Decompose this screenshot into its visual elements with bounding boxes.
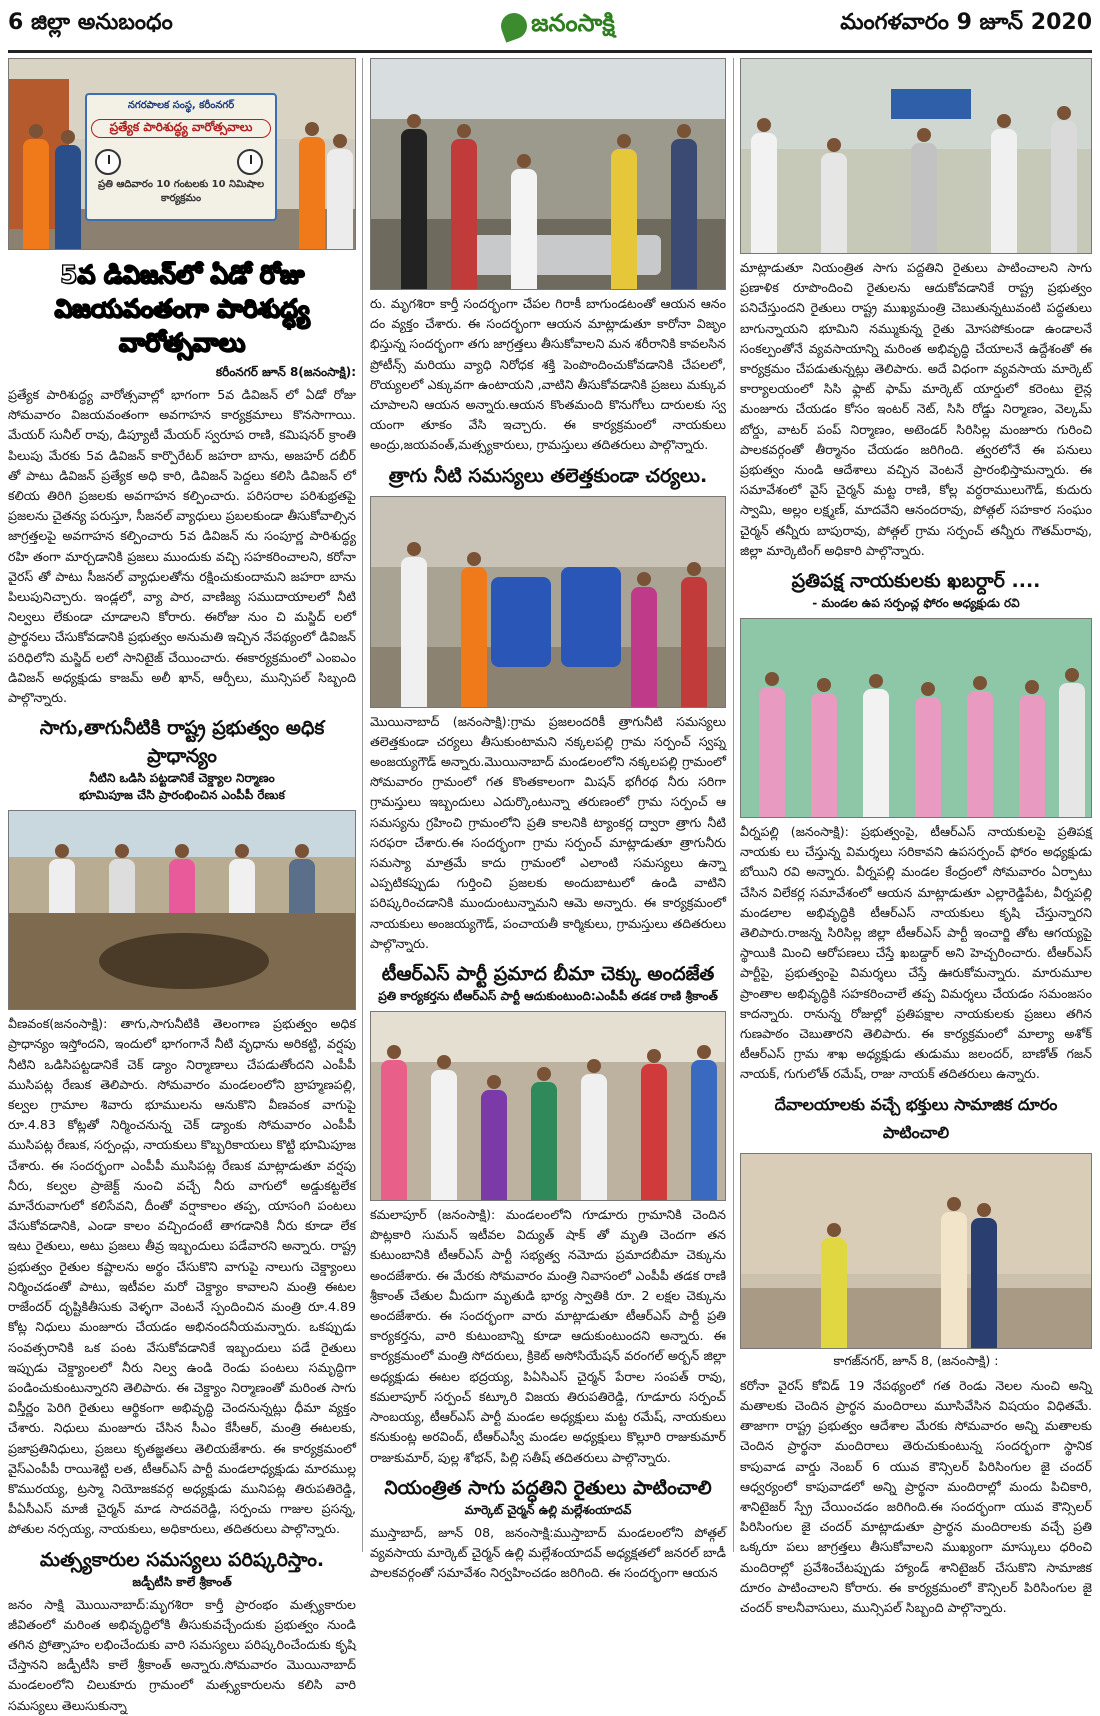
article-body: జనం సాక్షి మొయినాబాద్:మృగశిరా కార్తీ ప్రారంభం మత్స్యకారుల జీవితంలో మరింత అభివృద్ధిలోకి తీసుకువచ్చేందుకు ప్రభుత్వం నుండి తగిన ప్రోత్సాహం లభించేందుకు వారి సమస్యలు పరిష్కరించేందుకు కృషి చేస్తానని జడ్పీటీసి కాలే శ్రీకాంత్ అన్నారు.సోమవారం మొయినాబాద్ మండలంలోని చిలుకూరు గ్రామంలో మత్స్యకారులను కలిసి వారి సమస్యలు తెలుసుకున్నా (8, 1596, 356, 1713)
article-body: రు. మృగశిరా కార్తీ సందర్భంగా చేపల గిరాకీ బాగుండటంతో ఆయన ఆనం దం వ్యక్తం చేశారు. ఈ సందర్భంగా ఆయన మాట్లాడుతూ కారోనా విజృం భిస్తున్న సందర్భంగా తగు జాగ్రత్తలు తీసుకోవాలని మన శరీరానికి కావలసిన ప్రోటీన్స్ మరియు వ్యాధి నిరోధక శక్తి పెంపొందించుకోవడానికి చేపలలో, రొయ్యలలో ఎక్కువగా ఉంటాయని ,వాటిని తీసుకోవడానికి ప్రజలు మక్కువ చూపాలని ఆయన అన్నారు.ఆయన కొంతమంది కొనుగోలు దారులకు స్వ యంగా తూకం వేసి ఇచ్చారు. ఈ కార్యక్రమంలో నాయకులు అంద్రు,జయవంత్,మత్స్యకారులు, గ్రామస్తులు తదితరులు పాల్గొన్నారు. (370, 296, 726, 453)
column-divider (733, 58, 734, 1552)
article-body: ప్రత్యేక పారిశుద్ధ్య వారోత్సవాల్లో భాగంగా 5వ డివిజన్ లో ఏడో రోజు సోమవారం విజయవంతంగా అవగాహన కార్యక్రమాలు కొనసాగాయి. మేయర్ సునీల్ రావు, డిప్యూటీ మేయర్ స్వరూప రాణి, కమిషనర్ క్రాంతి పిలుపు మేరకు 5వ డివిజన్ కార్పొరేటర్ జహరా బాను, అజహర్ దబీర్ తో పాటు డివిజన్ ప్రత్యేక అధి కారి, డివిజన్ పెద్దలు కలిసి డివిజన్ లో కలియ తిరిగి ప్రజలకు అవగాహన కల్పించారు. పరిసరాల పరిశుభ్రతపై ప్రజలను చైతన్య పరుస్తూ, సీజనల్ వ్యాధులు ప్రబలకుండా తీసుకోవాల్సిన జాగ్రత్తలపై అవగాహన కల్పించారు 5వ డివిజన్ ను సంపూర్ణ పారిశుద్ధ్య రహి తంగా మార్చడానికి ప్రజలు ముందుకు వచ్చి సహకరించాలని, కరోనా వైరస్ తో పాటు సీజనల్ వ్యాధులతోను రక్షించుకుందామని జహరా బాను పిలుపునిచ్చారు. ఇండ్లలో, వ్యా పార, వాణిజ్య సముదాయాలలో నీటి నిల్వలు లేకుండా చూడాలని కోరారు. ఈరోజు నుం చి మస్జిద్ లలో ప్రార్థనలు చేసుకోవడానికి ప్రభుత్వం అనుమతి ఇచ్చిన నేపథ్యంలో డివిజన్ పరిధిలోని మస్జిద్ లలో సానిటైజ్ చేయించారు. ఈకార్యక్రమంలో ఎంఐఎం డివిజన్ అధ్యక్షుడు కాజమ్ అలీ ఖాన్, ఆర్పీలు, మున్సిపల్ సిబ్బంది పాల్గొన్నారు. (8, 387, 356, 706)
dateline: కరీంనగర్ జూన్ 8(జనంసాక్షి): (215, 365, 356, 379)
article-body: వీర్నపల్లి (జనంసాక్షి): ప్రభుత్వంపై, టీఆర్ఎస్ నాయకులపై ప్రతిపక్ష నాయకు లు చేస్తున్న విమర్శలు సరికావని ఉపసర్పంచ్ ఫోరం అధ్యక్షుడు బోయిని రవి అన్నారు. వీర్నపల్లి మండల కేంద్రంలో సోమవారం ఏర్పాటు చేసిన విలేకర్ల సమావేశంలో ఆయన మాట్లాడుతూ ఎల్లారెడ్డిపేట, వీర్నపల్లి మండలాల అభివృద్ధికి టీఆర్ఎస్ నాయకులు కృషి చేస్తున్నారని తెలిపారు.రాజన్న సిరిసిల్ల జిల్లా టీఆర్ఎస్ పార్టీ ఇంచార్జి తోట ఆగయ్యపై స్థాయికి మించి ఆరోపణలు చేస్తే ఖబడ్దార్ అని హెచ్చరించారు. టీఆర్ఎస్ పార్టీపై, ప్రభుత్వంపై విమర్శలు చేస్తే ఊరుకోమన్నారు. మారుమూల ప్రాంతాల అభివృద్ధికి సహకరించాలే తప్ప విమర్శలు చేయడం సమంజసం కాదన్నారు. రానున్న రోజుల్లో ప్రతిపక్షాల నాయకులకు ప్రజలు తగిన గుణపాఠం చెబుతారని తెలిపారు. ఈ కార్యక్రమంలో మాల్యా అశోక్ టీఆర్ఎస్ గ్రామ శాఖ అధ్యక్షుడు తుడుము జలందర్, బాణోత్ గజన్ నాయక్, గుగులోత్ రమేష్, రాజు నాయక్ తదితరులు ఉన్నారు. (740, 824, 1092, 1082)
article-body: కమలాపూర్ (జనంసాక్షి): మండలంలోని గూడూరు గ్రామానికి చెందిన పొట్లకారి సుమన్ ఇటీవల విద్యుత్ షాక్ తో మృతి చెందగా తన కుటుంబానికి టీఆర్ఎస్ పార్టీ సభ్యత్వ నమోదు ప్రమాదబీమా చెక్కును అందజేశారు. ఈ మేరకు సోమవారం మంత్రి నివాసంలో ఎంపీపీ తడక రాణి శ్రీకాంత్ చేతుల మీదుగా మృతుడి భార్య స్వాతికి రూ. 2 లక్షల చెక్కును అందజేశారు. ఈ సందర్భంగా వారు మాట్లాడుతూ టీఆర్ఎస్ పార్టీ ప్రతి కార్యకర్తను, వారి కుటుంబాన్ని కూడా ఆదుకుంటుందని అన్నారు. ఈ కార్యక్రమంలో మంత్రి సోదరులు, క్రికెట్ అసోసియేషన్ వరంగల్ అర్బన్ జిల్లా అధ్యక్షుడు ఈటల భద్రయ్య, పిఏసిఎస్ చైర్మన్ పేరాల సంపత్ రావు, కమలాపూర్ సర్పంచ్ కట్కూరి విజయ తిరుపతిరెడ్డి, గూడూరు సర్పంచ్ సాంబయ్య, టీఆర్ఎస్ పార్టీ మండల అధ్యక్షులు మట్ట రమేష్, నాయకులు కనుకుంట్ల అరవింద్, టీఆర్ఎస్వీ మండల అధ్యక్షులు కొల్లూరి రాజుకుమార్ రాజుకుమార్, పుల్ల శోభన్, పిల్లి సతీష్ తదితరులు పాల్గొన్నారు. (370, 1207, 726, 1465)
news-photo-sanitation-rally (8, 58, 356, 250)
article-body: కరోనా వైరస్ కోవిడ్ 19 నేపథ్యంలో గత రెండు నెలల నుంచి అన్ని మతాలకు చెందిన ప్రార్థన మందిరాలు మూసివేసిన విషయం విధితమే. తాజాగా రాష్ట్ర ప్రభుత్వం ఆదేశాల మేరకు సోమవారం అన్ని మతాలకు చెందిన ప్రార్థనా మందిరాలు తెరుచుకుంటున్న సందర్భంగా స్థానిక కాపువాడ వార్డు నెంబర్ 6 యువ కౌన్సిలర్ పిరిసింగుల జై చందర్ ఆధ్వర్యంలో కాపువాడలో అన్ని ప్రార్థనా మందిరాల్లో మందు పిచికారి, శానిటైజర్ స్ప్రే చేయించడం జరిగింది.ఈ సందర్భంగా యువ కౌన్సిలర్ పిరిసింగుల జై చందర్ మాట్లాడుతూ ప్రార్థన మందిరాలకు వచ్చే ప్రతి ఒక్కరూ పలు జాగ్రత్తలు తీసుకోవాలని ముఖ్యంగా మాస్కులు ధరించి మందిరాల్లో ప్రవేశించేటప్పుడు హ్యాండ్ శానిటైజర్ చేసుకొని సామాజిక దూరం పాటించాలని కోరారు. ఈ కార్యక్రమంలో కౌన్సిలర్ పిరిసింగుల జై చందర్ కాలనీవాసులు, మున్సిపల్ సిబ్బంది పాల్గొన్నారు. (740, 1377, 1092, 1615)
article-body: మొయినాబాద్ (జనంసాక్షి):గ్రామ ప్రజలందరికీ త్రాగునీటి సమస్యలు తలెత్తకుండా చర్యలు తీసుకుంటామని నక్కలపల్లి గ్రామ సర్పంచ్ స్వప్న అంజయ్యగౌడ్ అన్నారు.మొయినాబాద్ మండలంలోని నక్కలపల్లి గ్రామంలో సోమవారం గ్రామంలో గత కొంతకాలంగా మిషన్ భగీరథ నీరు సరిగా గ్రామస్తులు ఇబ్బందులు ఎదుర్కొంటున్నా తరుణంలో గ్రామ సర్పంచ్ ఆ సమస్యను గ్రహించి గ్రామంలోని ప్రతి కాలనికి ట్యాంకర్ల ద్వారా త్రాగు నీటి సరఫరా చేశారు.ఈ సందర్భంగా గ్రామ సర్పంచ్ మాట్లాడుతూ త్రాగునీరు సమస్యా మాత్రమే కాదు గ్రామంలో ఎలాంటి సమస్యలు ఉన్నా ఎప్పటికప్పుడు గుర్తించి ప్రజలకు అందుబాటులో ఉండి వాటిని పరిష్కరించడానికి ముందుంటున్నామని ఆమె అన్నారు. ఈ కార్యక్రమంలో నాయకులు అంజయ్యగౌడ్, పంచాయతీ కార్మికులు, గ్రామస్తులు తదితరులు పాల్గొన్నారు. (370, 713, 726, 951)
headline: టీఆర్ఎస్ పార్టీ ప్రమాద బీమా చెక్కు అందజేత (381, 963, 715, 986)
clock-icon (95, 149, 121, 175)
banner-text: నగరపాలక సంస్థ, కరీంనగర్ (127, 100, 235, 111)
event-banner (85, 93, 277, 221)
column-right (740, 58, 1092, 1618)
newspaper-logo (488, 6, 628, 46)
page-section-label: 6 జిల్లా అనుబంధం (8, 10, 173, 35)
dateline: కాగజ్‌నగర్, జూన్ 8, (జనంసాక్షి) : (833, 1352, 999, 1368)
leaf-icon (497, 9, 530, 42)
subheadline: ప్రతి కార్యకర్తను టీఆర్ఎస్ పార్టీ ఆదుకుంటుంది:ఎంపీపీ తడక రాణి శ్రీకాంత్ (378, 989, 718, 1004)
news-photo-water-tanker (370, 496, 726, 708)
banner-text: ప్రతి ఆదివారం 10 గంటలకు 10 నిమిషాల కార్యక్రమం (97, 179, 265, 204)
article-body: వీణవంక(జనంసాక్షి): తాగు,సాగునీటికి తెలంగాణ ప్రభుత్వం అధిక ప్రాధాన్యం ఇస్తోందని, ఇందులో భాగంగానే నీటి వృధాను అరికట్టి, వర్షపు నీటిని ఒడిసిపట్టడానికే చెక్ డ్యాం నిర్మాణాలు చేపడుతోందని ఎంపీపీ ముసిపట్ల రేణుక తెలిపారు. సోమవారం మండలంలోని బ్రాహ్మణపల్లి, కల్వల గ్రామాల శివారు భూములను ఆనుకొని వీణవంక వాగుపై రూ.4.83 కోట్లతో నిర్మించనున్న చెక్ డ్యాంకు సోమవారం ఎంపీపీ ముసిపట్ల రేణుక, సర్పంచ్లు, నాయకులు కొబ్బరికాయలు కొట్టి భూమిపూజ చేశారు. ఈ సందర్భంగా ఎంపీపీ ముసిపట్ల రేణుక మాట్లాడుతూ వర్షపు నీరు, కల్వల ప్రాజెక్ట్ నుంచి వచ్చే నీరు వాగులో అడ్డుకట్టలేక మానేరువాగులో కలిసేవని, దీంతో వర్షాకాలం తప్ప, యాసంగి పంటలు వేసుకోవడానికి, ఎండా కాలం వచ్చిందంటే తాగడానికి నీరు కూడా లేక ఇటు రైతులు, అటు ప్రజలు తీవ్ర ఇబ్బందులు పడేవారని అన్నారు. రాష్ట్ర ప్రభుత్వం రైతుల కష్టాలను అర్థం చేసుకొని వాగుపై నాలుగు చెక్డ్యాంలు నిర్మించడంతో పాటు, ఇటీవల మరో చెక్డ్యాం కావాలని మంత్రి ఈటల రాజేందర్ దృష్టికితీసుకు వెళ్ళగా వెంటనే స్పందించిన మంత్రి రూ.4.89 కోట్ల నిధులు మంజూరు చేయడం అభినందనీయమన్నారు. ఒకప్పుడు సంవత్సరానికి ఒక పంట వేసుకోవడానికే ఇబ్బందులు పడే రైతులు ఇప్పుడు చెక్డ్యాంలలో నీరు నిల్వ ఉండి రెండు పంటలు సమృద్ధిగా పండించుకుంటున్నారని తెలిపారు. ఈ చెక్డ్యాం నిర్మాణంతో మరింత సాగు విస్తీర్ణం పెరిగి రైతులు ఆర్థికంగా అభివృద్ధి చెందనున్నట్లు ధీమా వ్యక్తం చేశారు. నిధులు మంజూరు చేసిన సీఎం కేసీఆర్, మంత్రి ఈటలకు, ప్రజాప్రతినిధులు, ప్రజలు కృతజ్ఞతలు తెలియజేశారు. ఈ కార్యక్రమంలో వైస్ఎంపీపీ రాయిశెట్టి లత, టీఆర్ఎస్ పార్టీ మండలాధ్యక్షుడు మారముల్ల కొమురయ్య, ట్రస్మా నియోజకవర్గ అధ్యక్షుడు మునిపట్ల తిరుపతిరెడ్డి, పీఏసీఎస్ మాజీ చైర్మన్ మాడ సాదవరెడ్డి, సర్పంచు గాజుల ప్రసన్న, పోతుల నర్సయ్య, నాయకులు, అధికారులు, తదితరులు పాల్గొన్నారు. (8, 1016, 356, 1537)
news-photo-check-dam (8, 810, 356, 1010)
headline: దేవాలయాలకు వచ్చే భక్తులు సామాజిక దూరం పాటించాలి (774, 1094, 1058, 1142)
column-divider (362, 58, 363, 1552)
subheadline: జడ్పీటీసి కాలే శ్రీకాంత్ (132, 1574, 232, 1589)
headline: 5వ డివిజన్‌లో ఏడో రోజు (59, 260, 305, 289)
headline: సాగు,తాగునీటికి రాష్ట్ర ప్రభుత్వం అధిక ప్రాధాన్యం (39, 717, 325, 768)
article-body: మాట్లాడుతూ నియంత్రిత సాగు పద్దతిని రైతులు పాటించాలని సాగు ప్రణాళిక రూపొందించి రైతులను ఆదుకోవడానికే రాష్ట్ర ప్రభుత్వం పనిచేస్తుందని రైతులు రాష్ట్ర ముఖ్యమంత్రి చెబుతున్నటువంటి పద్ధతులు బాగున్నాయని భూమిని నమ్ముకున్న రైతు మోసపోకుండా ఉండాలనే సంకల్పంతోనే వ్యవసాయాన్ని మరింత అభివృద్ధి చేయాలనే ఉద్దేశంతో ఈ కార్యక్రమం చేపడుతున్నట్లు తెలిపారు. అదే విధంగా వ్యవసాయ మార్కెట్ కార్యాలయంలో సిసి ఫ్లాట్ ఫామ్ మార్కెట్ యార్డులో కరెంటు లైన్ల మంజూరు చేయడం కోసం ఇంటర్ నెట్, సిసి రోడ్డు నిర్మాణం, వెల్కమ్ బోర్డు, వాటర్ పంప్ నిర్మాణం, అటెండర్ సిరిసిల్ల మంజూరు గురించి పాలకవర్గంతో తీర్మానం చేయడం జరిగింది. త్వరలోనే ఈ పనులు ప్రభుత్వం నుండి ఆదేశాలు వచ్చిన వెంటనే ప్రారంభిస్తామన్నారు. ఈ సమావేశంలో వైస్ చైర్మన్ మట్ట రాణి, కోల్ల వర్ధరాములుగౌడ్, కుదురు స్వామి, అల్లం లక్ష్మణ్, మాదవేని ఆనందరావు, పోత్గల్ సహకార సంఘం చైర్మన్ తన్నీరు బాపురావు, పోత్గల్ గ్రామ సర్పంచ్ తన్నీరు గౌతమ్‌రావు, జిల్లా మార్కెటింగ్ అధికారి పాల్గొన్నారు. (740, 260, 1092, 558)
news-photo-temple-sanitizing (740, 1153, 1092, 1349)
article-body: ముస్తాబాద్, జూన్ 08, జనంసాక్షి:ముస్తాబాద్ మండలంలోని పోత్గల్ వ్యవసాయ మార్కెట్ చైర్మన్ ఉల్లి మల్లేశంయాదవ్ అధ్యక్షతలో జనరల్ బాడీ పాలకవర్గంతో సమావేశం నిర్వహించడం జరిగింది. ఈ సందర్భంగా ఆయన (370, 1524, 726, 1581)
subheadline: మార్కెట్ చైర్మన్ ఉల్లి మల్లేశంయాదవ్ (464, 1502, 632, 1517)
news-photo-market-meeting (740, 58, 1092, 254)
news-photo-party-leaders (740, 618, 1092, 818)
news-photo-cheque-handover (370, 1011, 726, 1201)
clock-icon (237, 149, 263, 175)
headline: నియంత్రిత సాగు పద్ధతిని రైతులు పాటించాలి (384, 1476, 712, 1499)
column-middle (370, 58, 726, 1583)
subheadline: - మండల ఉప సర్పంచ్ల ఫోరం అధ్యక్షుడు రవి (812, 596, 1020, 611)
headline: ప్రతిపక్ష నాయకులకు ఖబర్దార్ .... (791, 570, 1041, 593)
news-photo-fish-market (370, 58, 726, 290)
banner-text: ప్రత్యేక పారిశుద్ధ్య వారోత్సవాలు (91, 119, 271, 138)
masthead-rule (8, 50, 1092, 53)
subheadline: భూమిపూజ చేసి ప్రారంభించిన ఎంపీపీ రేణుక (79, 788, 285, 803)
issue-date: మంగళవారం 9 జూన్ 2020 (840, 10, 1092, 35)
subheadline: నీటిని ఒడిసి పట్టడానికే చెక్డ్యాల నిర్మాణం (89, 771, 275, 786)
masthead (8, 6, 1092, 48)
logo-wordmark: జనంసాక్షి (531, 9, 615, 37)
headline: మత్స్యకారుల సమస్యలు పరిష్కరిస్తాం. (39, 1548, 325, 1571)
headline: విజయవంతంగా పారిశుద్ధ్య వారోత్సవాలు (54, 294, 310, 357)
column-left (8, 58, 356, 1716)
headline: త్రాగు నీటి సమస్యలు తలెత్తకుండా చర్యలు. (388, 464, 708, 487)
